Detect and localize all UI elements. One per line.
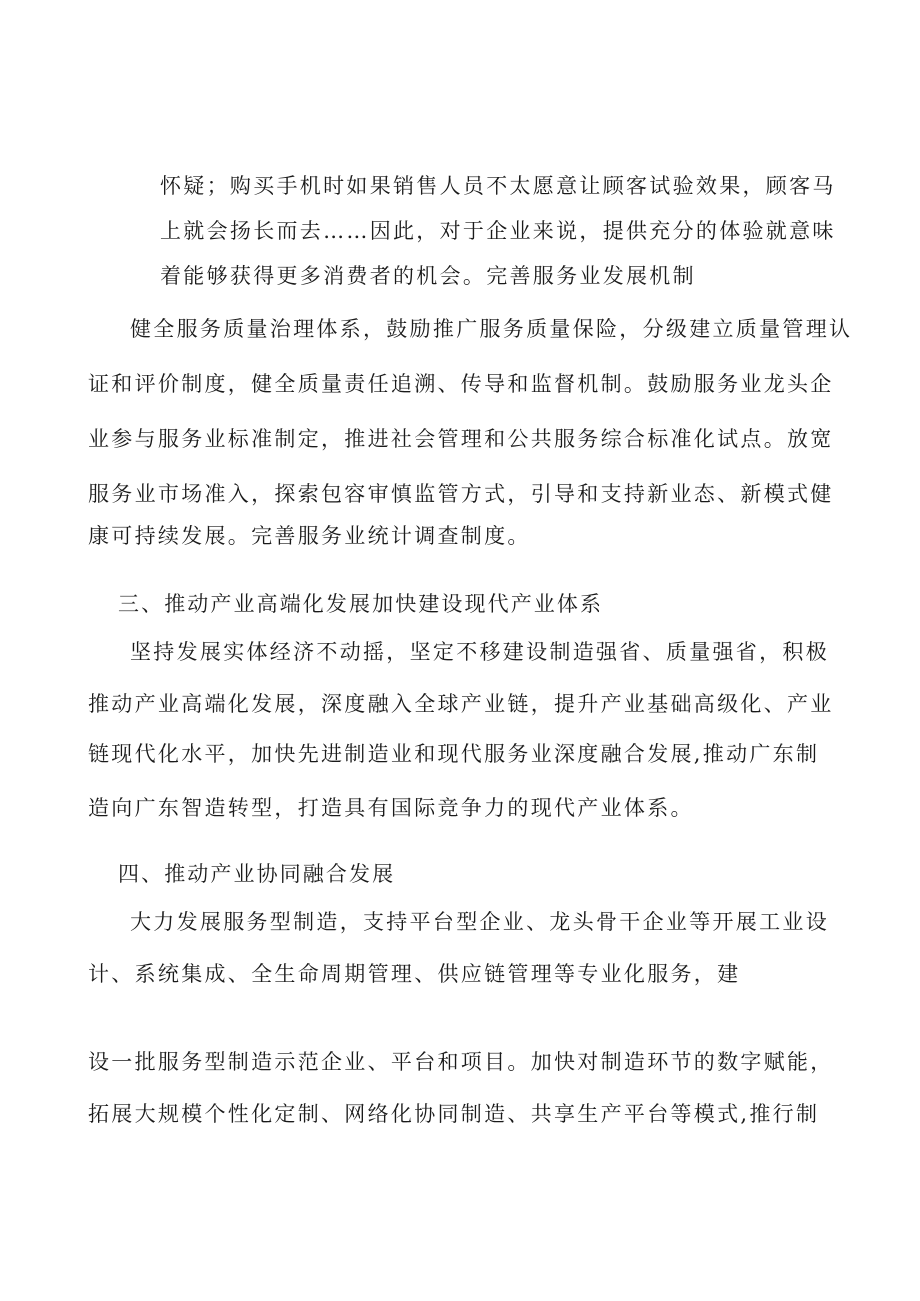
paragraph-line: 计、系统集成、全生命周期管理、供应链管理等专业化服务，建 bbox=[88, 962, 741, 986]
paragraph-line: 链现代化水平，加快先进制造业和现代服务业深度融合发展,推动广东制 bbox=[88, 742, 820, 766]
intro-line-3: 着能够获得更多消费者的机会。完善服务业发展机制 bbox=[160, 264, 696, 288]
intro-line-1: 怀疑；购买手机时如果销售人员不太愿意让顾客试验效果，顾客马 bbox=[160, 174, 836, 198]
intro-line-2: 上就会扬长而去……因此，对于企业来说，提供充分的体验就意味 bbox=[160, 219, 836, 243]
section-four-heading: 四、推动产业协同融合发展 bbox=[118, 862, 396, 886]
paragraph-line: 推动产业高端化发展，深度融入全球产业链，提升产业基础高级化、产业 bbox=[88, 692, 834, 716]
paragraph-line: 业参与服务业标准制定，推进社会管理和公共服务综合标准化试点。放宽 bbox=[88, 427, 834, 451]
paragraph-line: 证和评价制度，健全质量责任追溯、传导和监督机制。鼓励服务业龙头企 bbox=[88, 372, 834, 396]
paragraph-line: 大力发展服务型制造，支持平台型企业、龙头骨干企业等开展工业设 bbox=[130, 910, 829, 934]
section-three-heading: 三、推动产业高端化发展加快建设现代产业体系 bbox=[118, 592, 604, 616]
paragraph-line: 坚持发展实体经济不动摇，坚定不移建设制造强省、质量强省，积极 bbox=[130, 640, 829, 664]
paragraph-line: 造向广东智造转型，打造具有国际竞争力的现代产业体系。 bbox=[88, 796, 694, 820]
paragraph-line: 康可持续发展。完善服务业统计调查制度。 bbox=[88, 524, 531, 548]
paragraph-line: 服务业市场准入，探索包容审慎监管方式，引导和支持新业态、新模式健 bbox=[88, 482, 834, 506]
paragraph-line: 拓展大规模个性化定制、网络化协同制造、共享生产平台等模式,推行制 bbox=[88, 1102, 820, 1126]
paragraph-line: 设一批服务型制造示范企业、平台和项目。加快对制造环节的数字赋能， bbox=[88, 1050, 834, 1074]
paragraph-line: 健全服务质量治理体系，鼓励推广服务质量保险，分级建立质量管理认 bbox=[130, 317, 853, 341]
